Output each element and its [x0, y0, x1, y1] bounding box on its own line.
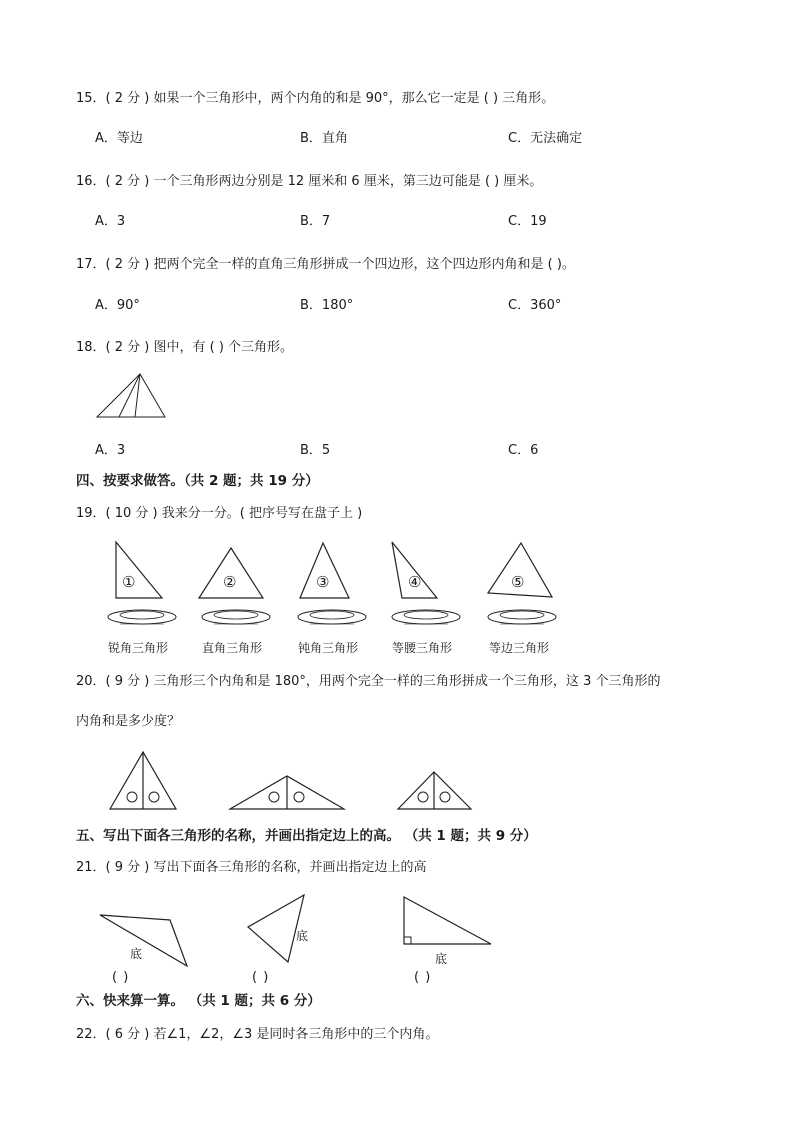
q19-plate-5 — [486, 608, 558, 632]
q21-triangle-3 — [402, 895, 494, 947]
q20-figure-1 — [108, 750, 180, 812]
q20-stem-line-2: 内角和是多少度？ — [76, 714, 181, 729]
q19-plate-label-1: 锐角三角形 — [108, 641, 169, 655]
q16-option-c: C．19 — [508, 214, 547, 229]
q21-answer-paren-1: ( ) — [112, 970, 130, 985]
q19-plate-2 — [200, 608, 272, 632]
q17-option-c: C．360° — [508, 298, 562, 313]
q19-triangle-1-number: ① — [122, 573, 136, 591]
q19-triangle-3 — [298, 541, 353, 600]
q19-triangle-3-number: ③ — [316, 573, 330, 591]
q17-option-b: B．180° — [300, 298, 354, 313]
q19-plate-label-3: 钝角三角形 — [298, 641, 359, 655]
q22-stem: 22．( 6 分 ) 若∠1，∠2，∠3 是同时各三角形中的三个内角。 — [76, 1027, 439, 1042]
q19-plate-3 — [296, 608, 368, 632]
q21-base-label-2: 底 — [296, 929, 309, 943]
q18-option-a: A．3 — [95, 443, 126, 458]
q19-triangle-5-number: ⑤ — [511, 573, 525, 591]
q19-plate-4 — [390, 608, 462, 632]
q21-base-label-3: 底 — [435, 952, 448, 966]
q20-figure-3 — [396, 770, 474, 812]
q16-stem: 16．( 2 分 ) 一个三角形两边分别是 12 厘米和 6 厘米，第三边可能是 ( ) 厘米。 — [76, 174, 543, 189]
q18-stem: 18．( 2 分 ) 图中，有 ( ) 个三角形。 — [76, 340, 294, 355]
q20-figure-2 — [228, 774, 346, 812]
q19-triangle-4-number: ④ — [408, 573, 422, 591]
q15-option-c: C．无法确定 — [508, 131, 583, 146]
q16-option-a: A．3 — [95, 214, 126, 229]
q21-base-label-1: 底 — [130, 947, 143, 961]
q21-triangle-1 — [98, 912, 190, 968]
q19-triangle-4 — [390, 540, 440, 600]
q15-option-a: A．等边 — [95, 131, 143, 146]
q19-plate-label-5: 等边三角形 — [489, 641, 550, 655]
q19-plate-label-2: 直角三角形 — [202, 641, 263, 655]
q18-option-c: C．6 — [508, 443, 539, 458]
q19-triangle-1 — [114, 540, 164, 600]
q19-triangle-2-number: ② — [223, 573, 237, 591]
q18-figure — [95, 372, 167, 420]
section6-title: 六、快来算一算。 （共 1 题；共 6 分） — [76, 993, 321, 1009]
q15-option-b: B．直角 — [300, 131, 348, 146]
q18-option-b: B．5 — [300, 443, 331, 458]
q15-stem: 15．( 2 分 ) 如果一个三角形中，两个内角的和是 90°，那么它一定是 ( ) 三角形。 — [76, 91, 555, 106]
q21-answer-paren-3: ( ) — [414, 970, 432, 985]
q19-plate-label-4: 等腰三角形 — [392, 641, 453, 655]
q20-stem-line-1: 20．( 9 分 ) 三角形三个内角和是 180°，用两个完全一样的三角形拼成一个三角形，这 3 个三角形的 — [76, 674, 661, 689]
q19-stem: 19．( 10 分 ) 我来分一分。( 把序号写在盘子上 ) — [76, 506, 363, 521]
q16-option-b: B．7 — [300, 214, 331, 229]
q19-plate-1 — [106, 608, 178, 632]
q21-stem: 21．( 9 分 ) 写出下面各三角形的名称，并画出指定边上的高 — [76, 860, 427, 875]
q17-stem: 17．( 2 分 ) 把两个完全一样的直角三角形拼成一个四边形，这个四边形内角和是 ( )。 — [76, 257, 575, 272]
q17-option-a: A．90° — [95, 298, 140, 313]
section4-title: 四、按要求做答。（共 2 题；共 19 分） — [76, 473, 319, 489]
q21-answer-paren-2: ( ) — [252, 970, 270, 985]
section5-title: 五、写出下面各三角形的名称，并画出指定边上的高。 （共 1 题；共 9 分） — [76, 828, 537, 844]
